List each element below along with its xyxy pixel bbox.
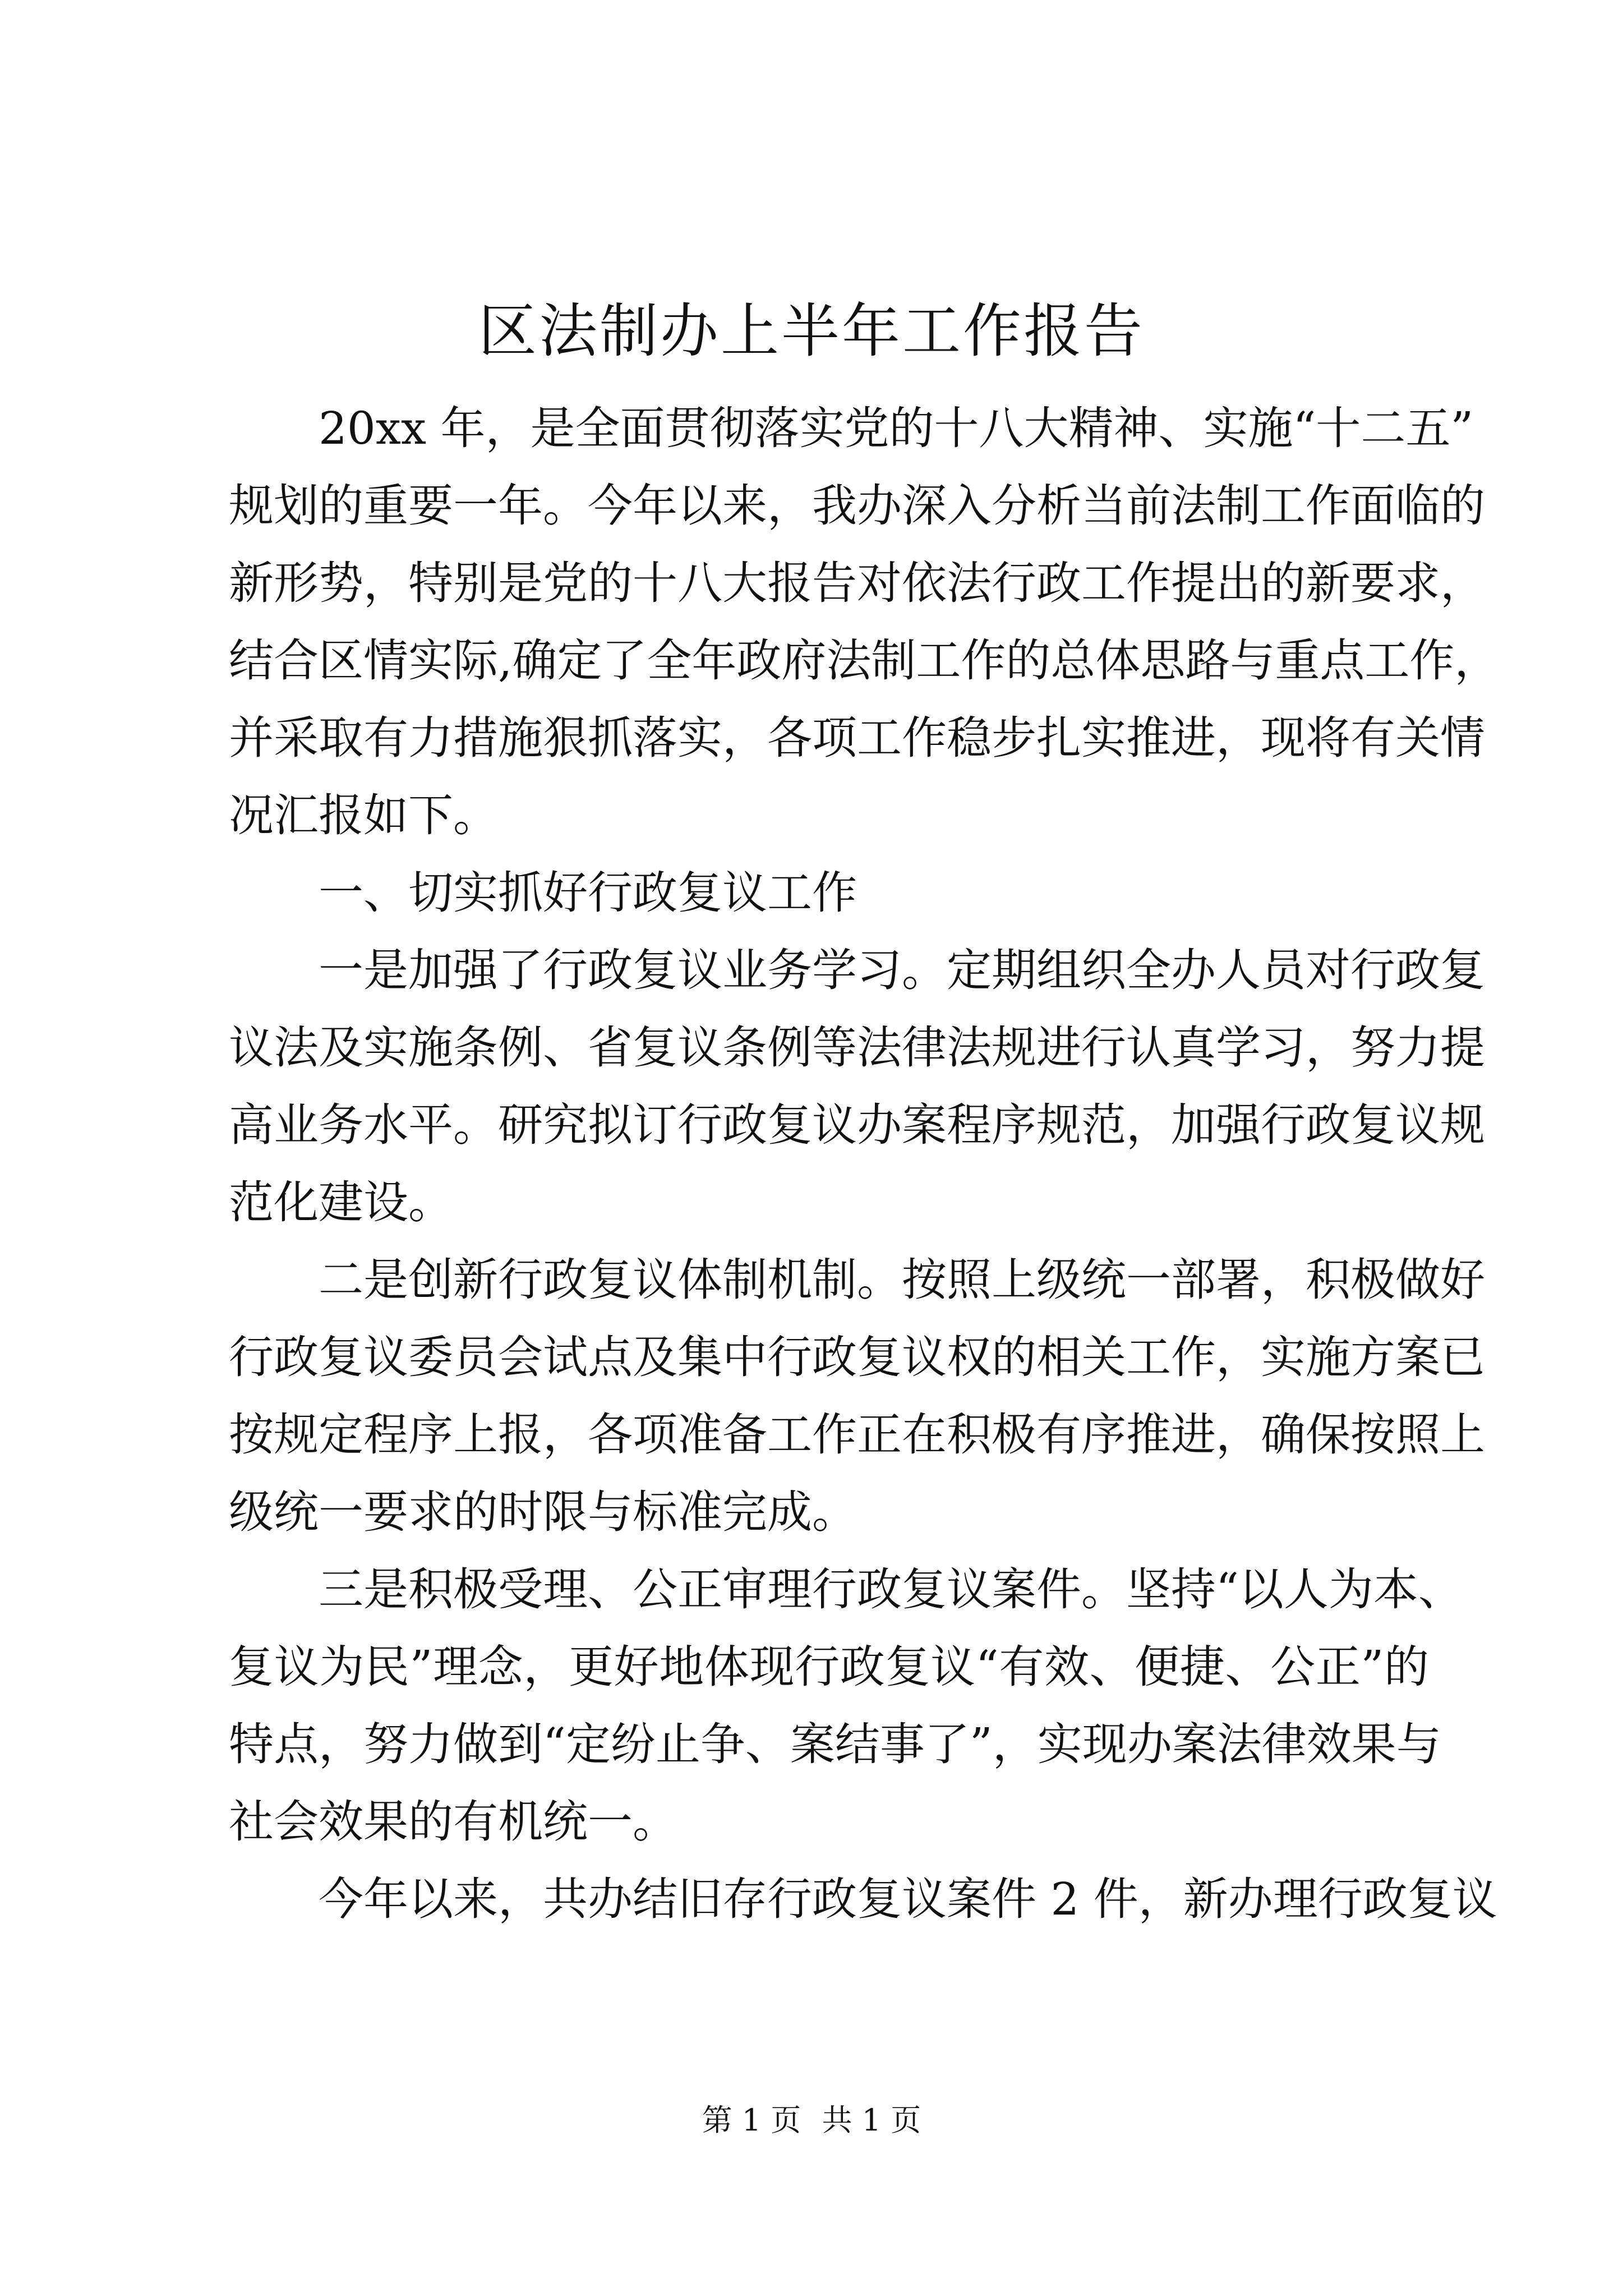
paragraph-cases xyxy=(229,1551,1463,1861)
paragraph-line: 结合区情实际,确定了全年政府法制工作的总体思路与重点工作， xyxy=(229,634,1500,687)
paragraph-line: 行政复议委员会试点及集中行政复议权的相关工作，实施方案已 xyxy=(229,1331,1485,1383)
paragraph-line: 高业务水平。研究拟订行政复议办案程序规范，加强行政复议规 xyxy=(229,1099,1485,1151)
paragraph-line: 20xx 年，是全面贯彻落实党的十八大精神、实施“十二五” xyxy=(319,402,1474,454)
section-heading-text: 一、切实抓好行政复议工作 xyxy=(319,867,857,919)
page-number: 第 1 页 xyxy=(702,2102,801,2138)
paragraph-line: 复议为民”理念，更好地体现行政复议“有效、便捷、公正”的 xyxy=(229,1641,1429,1693)
paragraph-line: 况汇报如下。 xyxy=(229,789,498,841)
paragraph-line: 二是创新行政复议体制机制。按照上级统一部署，积极做好 xyxy=(319,1254,1485,1306)
paragraph-statistics xyxy=(229,1861,1497,1938)
paragraph-line: 三是积极受理、公正审理行政复议案件。坚持“以人为本、 xyxy=(319,1563,1463,1616)
paragraph-line: 特点，努力做到“定纷止争、案结事了”，实现办案法律效果与 xyxy=(229,1718,1441,1770)
paragraph-line: 今年以来，共办结旧存行政复议案件 2 件，新办理行政复议 xyxy=(319,1873,1497,1925)
document-title: 区法制办上半年工作报告 xyxy=(478,297,1145,365)
paragraph-line: 社会效果的有机统一。 xyxy=(229,1796,677,1848)
document-body xyxy=(229,390,1500,1938)
paragraph-line: 一是加强了行政复议业务学习。定期组织全办人员对行政复 xyxy=(319,944,1485,996)
paragraph-innovation xyxy=(229,1241,1485,1551)
page-footer xyxy=(0,2098,1623,2143)
page-total: 共 1 页 xyxy=(822,2102,921,2138)
paragraph-intro xyxy=(229,390,1500,854)
paragraph-study xyxy=(229,932,1485,1241)
paragraph-line: 范化建设。 xyxy=(229,1176,453,1228)
paragraph-line: 级统一要求的时限与标准完成。 xyxy=(229,1486,857,1538)
paragraph-line: 议法及实施条例、省复议条例等法律法规进行认真学习，努力提 xyxy=(229,1022,1485,1074)
paragraph-line: 规划的重要一年。今年以来，我办深入分析当前法制工作面临的 xyxy=(229,480,1485,532)
paragraph-line: 并采取有力措施狠抓落实，各项工作稳步扎实推进，现将有关情 xyxy=(229,712,1485,764)
section-heading xyxy=(229,854,1429,932)
paragraph-line: 新形势，特别是党的十八大报告对依法行政工作提出的新要求， xyxy=(229,557,1485,609)
paragraph-line: 按规定程序上报，各项准备工作正在积极有序推进，确保按照上 xyxy=(229,1409,1485,1461)
